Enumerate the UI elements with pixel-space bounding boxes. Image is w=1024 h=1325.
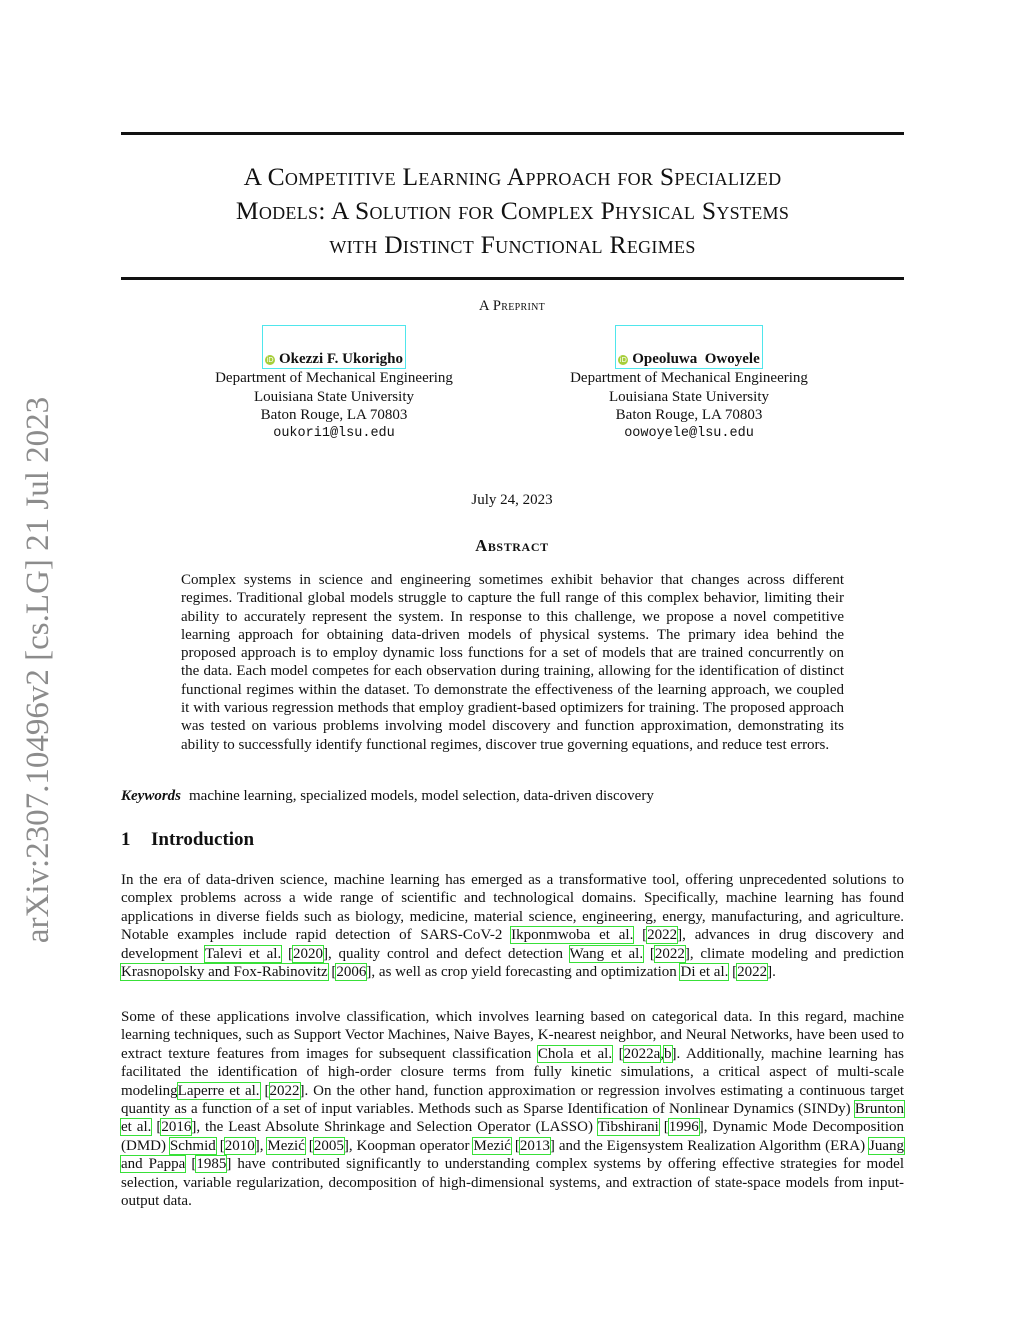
citation-year-link[interactable]: 1985 [196,1156,227,1173]
text-run: , [259,1137,268,1154]
section-title: Introduction [151,829,255,850]
citation-year-link[interactable]: 2022 [269,1082,300,1099]
arxiv-stamp: arXiv:2307.10496v2 [cs.LG] 21 Jul 2023 [20,396,56,944]
text-run: have contributed significantly to understanding complex systems by offering effective strategies for model selection, variable regularization, decomposition of high-dimensional systems, and extraction of state-space models from input-output data. [121,1156,904,1210]
citation-year-link[interactable]: b [664,1045,672,1062]
keywords [121,788,904,805]
author-block-1 [186,325,482,443]
author-name-link[interactable] [615,325,763,369]
citation-year-link[interactable]: 2010 [224,1137,255,1154]
orcid-icon[interactable]: iD [619,356,627,364]
title-rule-bottom [121,277,904,280]
author-block-2 [541,325,837,443]
text-run: , Koopman operator [348,1137,474,1154]
citation-link[interactable]: Brunton et al. [121,1101,904,1136]
text-run: , as well as crop yield forecasting and optimization [371,964,681,981]
text-run: Some of these applications involve classification, which involves learning based on categorical data. In this regard, machine learning techniques, such as Support Vector Machines, Naive Bayes, K-nearest neighbor, and Neural Networks, have been used to extract texture features from images for subsequent classification [121,1009,904,1062]
text-run: . On the other hand, function approximation or regression involves estimating a continuous target quantity as a function of a set of input variables. Methods such as Sparse Identification of Nonlinear Dynamics (SINDy) [121,1082,905,1118]
citation-link[interactable]: Laperre et al. [177,1082,260,1099]
citation-year-link[interactable]: 2016 [161,1119,192,1136]
intro-paragraph-1: In the era of data-driven science, machine learning has emerged as a transformative tool, offering unprecedented solutions to complex problems across a wide range of scientific and technological domains. Specifically, machine learning has found applications in diverse fields such as biology, medicine, material science, engineering, energy, manufacturing, and agriculture. Notable examples include rapid detection of SARS-CoV-2 Ikponmwoba et al. [2022], advances in drug discovery and development Talevi et al. [2020], quality control and defect detection Wang et al. [2022], climate modeling and prediction Krasnopolsky and Fox-Rabinovitz [2006], as well as crop yield forecasting and optimization Di et al. [2022]. [121,872,905,981]
citation-link[interactable]: Talevi et al. [204,945,282,962]
author-university: Louisiana State University [609,388,769,405]
author-name-link[interactable] [262,325,406,369]
author-name: Okezzi F. Ukorigho [278,351,404,367]
text-run: , advances in drug discovery and development [121,927,905,962]
citation-link[interactable]: Mezić [267,1137,305,1154]
text-run: In the era of data-driven science, machine learning has emerged as a transformative tool, offering unprecedented solutions to complex problems across a wide range of scientific and technological domains. Specifically, machine learning has found applications in diverse fields such as biology, medicine, material science, engineering, energy, manufacturing, and agriculture. Notable examples include rapid detection of SARS-CoV-2 [121,872,904,944]
citation-link[interactable]: Ikponmwoba et al. [511,927,634,944]
author-name: Opeoluwa Owoyele [632,351,760,367]
text-run: , climate modeling and prediction [689,945,904,962]
citation-year-link[interactable]: 2022 [737,964,768,981]
citation-link[interactable]: Wang et al. [569,945,644,962]
author-department: Department of Mechanical Engineering [215,370,453,386]
citation-link[interactable]: Juang and Pappa [121,1137,905,1173]
citation-year-link[interactable]: 2005 [313,1137,344,1154]
author-location: Baton Rouge, LA 70803 [615,407,763,423]
text-run: . [772,964,776,981]
citation-year-link[interactable]: 2022a [623,1045,661,1062]
text-run: , the Least Absolute Shrinkage and Selection Operator (LASSO) [196,1119,598,1136]
title-rule-top [121,132,904,135]
author-location: Baton Rouge, LA 70803 [260,407,408,423]
keywords-label: Keywords [121,788,181,804]
citation-year-link[interactable]: 2020 [292,945,323,962]
orcid-icon[interactable]: iD [266,356,274,364]
preprint-label: A Preprint [478,298,546,314]
citation-year-link[interactable]: 2006 [336,964,367,981]
abstract-text: Complex systems in science and engineering sometimes exhibit behavior that changes across different regimes. Traditional global models struggle to capture the full range of this complex behavior, limiting their ability to accurately represent the system. In response to this challenge, we propose a novel competitive learning approach for obtaining data-driven models of physical systems. The primary idea behind the proposed approach is to employ dynamic loss functions for a set of models that are trained concurrently on the data. Each model competes for each observation during training, allowing for the identification of distinct functional regimes within the dataset. To demonstrate the effectiveness of the learning approach, we coupled it with various regression methods that employ gradient-based optimizers for training. The proposed approach was tested on various problems involving model discovery and function approximation, demonstrating its ability to successfully identify functional regimes, discover true governing equations, and reduce test errors. [181,572,844,753]
abstract-heading: Abstract [475,536,549,555]
section-heading [121,829,254,851]
citation-link[interactable]: Chola et al. [537,1045,613,1062]
keywords-text: machine learning, specialized models, model selection, data-driven discovery [189,788,654,804]
citation-year-link[interactable]: 2022 [647,927,678,944]
citation-link[interactable]: Di et al. [680,964,729,981]
text-run: . Additionally, machine learning has facilitated the identification of high-order closure terms from fully kinetic simulations, a critical aspect of multi-scale modeling [121,1045,904,1099]
citation-link[interactable]: Krasnopolsky and Fox-Rabinovitz [121,964,328,981]
citation-year-link[interactable]: 1996 [668,1119,699,1136]
section-number: 1 [121,829,131,850]
citation-link[interactable]: Tibshirani [597,1119,659,1136]
paper-date: July 24, 2023 [471,492,553,508]
title-line-1: A Competitive Learning Approach for Specialized [243,162,782,191]
citation-link[interactable]: Schmid [169,1137,216,1154]
author-department: Department of Mechanical Engineering [570,370,808,386]
author-email[interactable]: oukori1@lsu.edu [273,425,395,441]
title-line-3: with Distinct Functional Regimes [329,230,696,259]
author-university: Louisiana State University [254,388,414,405]
paper-title [121,160,904,262]
citation-link[interactable]: Mezić [473,1137,511,1154]
text-run: , Dynamic Mode Decomposition (DMD) [121,1119,904,1154]
text-run: and the Eigensystem Realization Algorithm (ERA) [554,1137,870,1154]
citation-year-link[interactable]: 2022 [654,945,685,962]
citation-year-link[interactable]: 2013 [519,1137,550,1154]
text-run: , quality control and defect detection [327,945,570,962]
author-email[interactable]: oowoyele@lsu.edu [624,425,754,441]
intro-paragraph-2: Some of these applications involve classification, which involves learning based on categorical data. In this regard, machine learning techniques, such as Support Vector Machines, Naive Bayes, K-nearest neighbor, and Neural Networks, have been used to extract texture features from images for subsequent classification Chola et al. [2022a,b]. Additionally, machine learning has facilitated the identification of high-order closure terms from fully kinetic simulations, a critical aspect of multi-scale modelingLaperre et al. [2022]. On the other hand, function approximation or regression involves estimating a continuous target quantity as a function of a set of input variables. Methods such as Sparse Identification of Nonlinear Dynamics (SINDy) Brunton et al. [2016], the Least Absolute Shrinkage and Selection Operator (LASSO) Tibshirani [1996], Dynamic Mode Decomposition (DMD) Schmid [2010], Mezić [2005], Koopman operator Mezić [2013] and the Eigensystem Realization Algorithm (ERA) Juang and Pappa [1985] have contributed significantly to understanding complex systems by offering effective strategies for model selection, variable regularization, decomposition of high-dimensional systems, and extraction of state-space models from input-output data. [121,1009,905,1210]
title-line-2: Models: A Solution for Complex Physical Systems [235,196,790,225]
